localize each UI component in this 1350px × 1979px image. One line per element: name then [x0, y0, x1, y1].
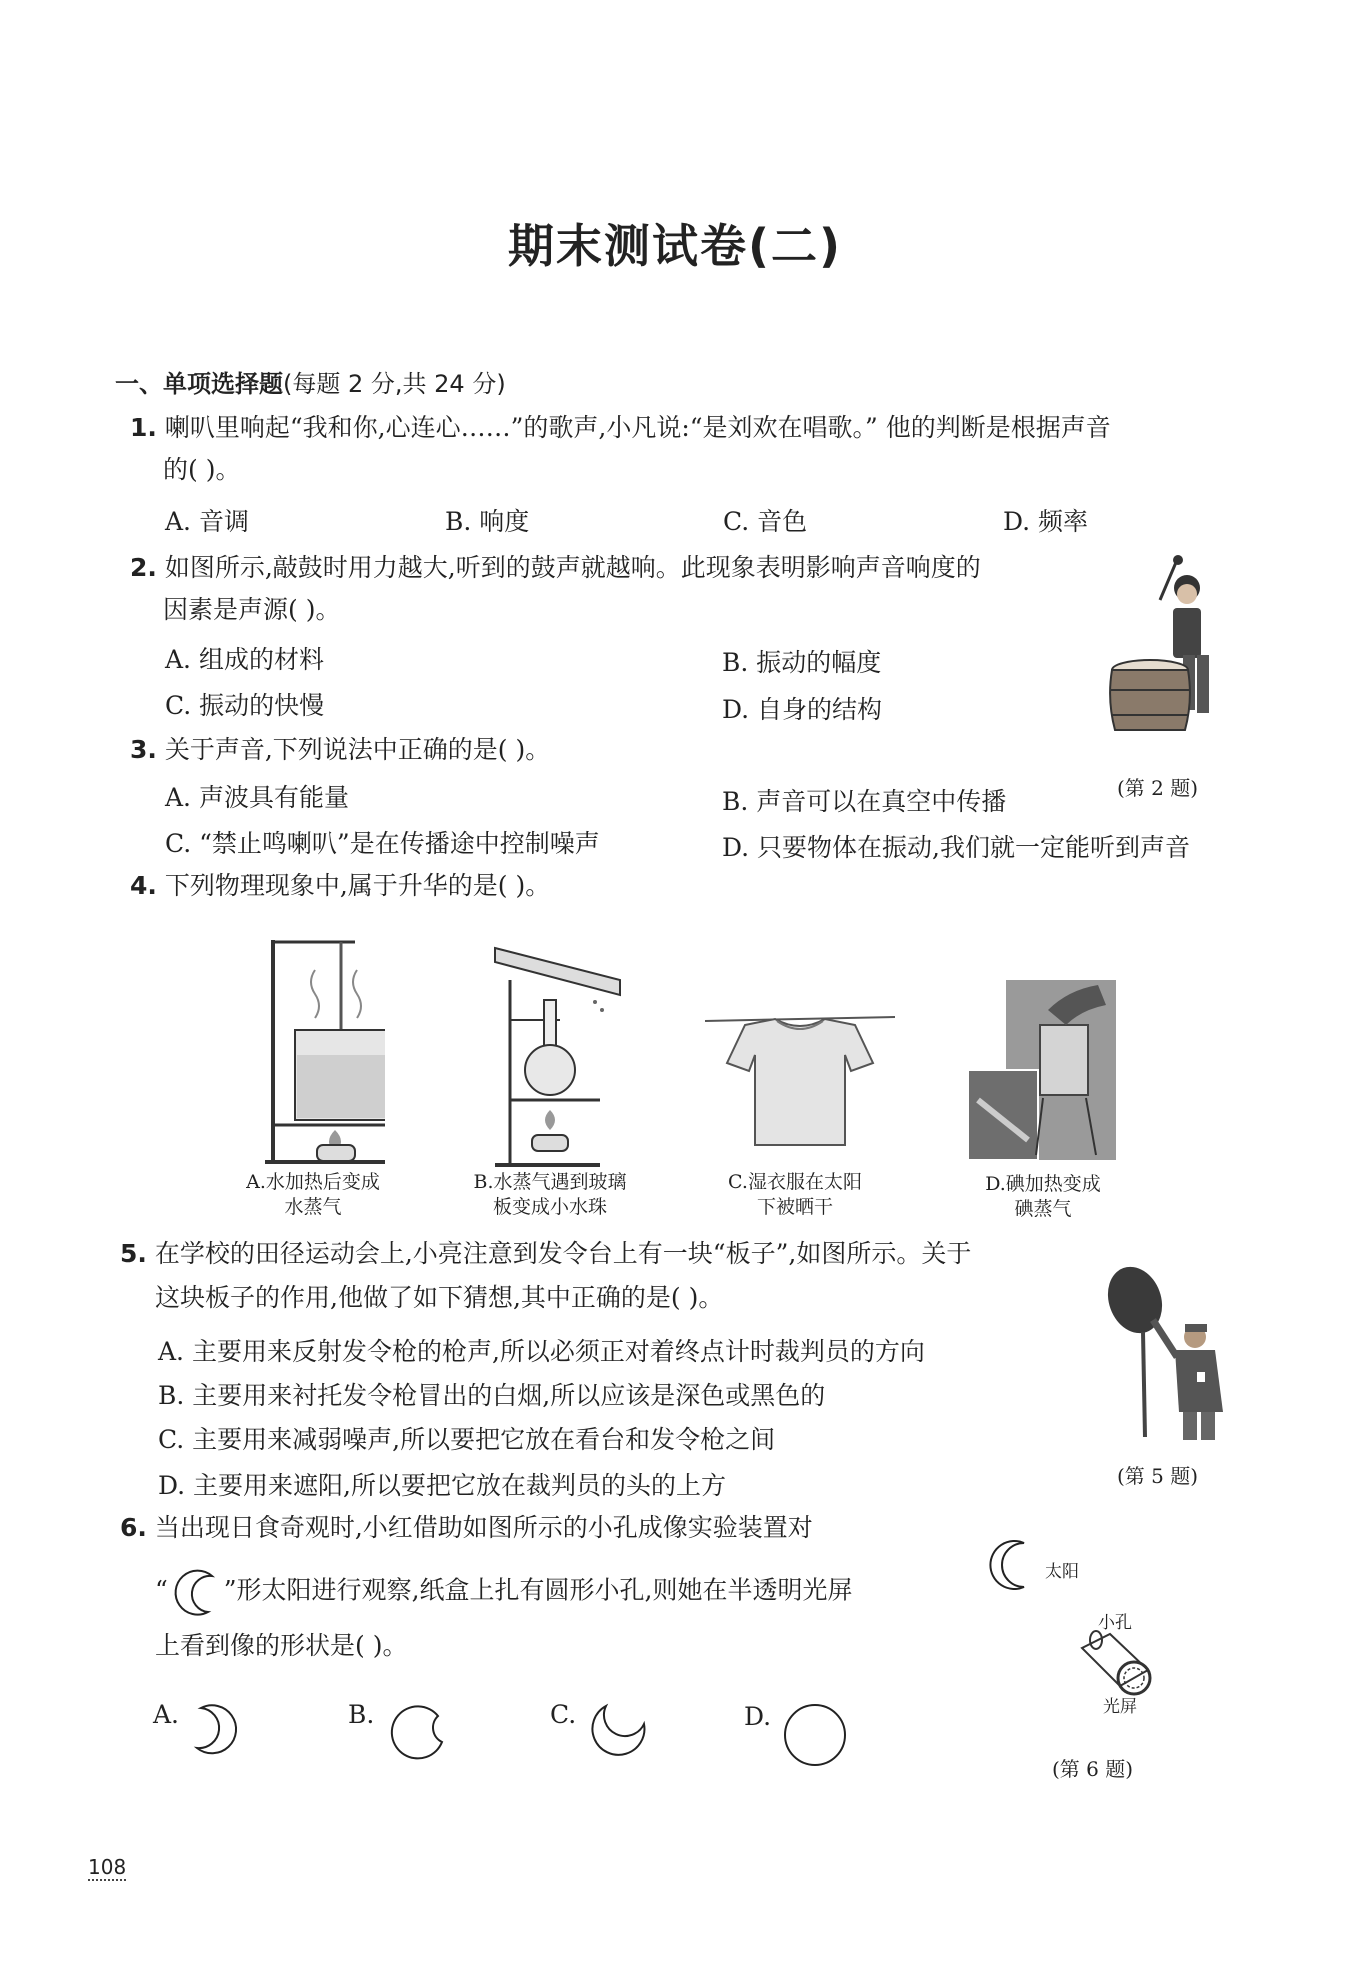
q2-option-d[interactable]: D. 自身的结构 — [722, 695, 883, 724]
q2-option-b[interactable]: B. 振动的幅度 — [722, 648, 882, 677]
figure-caption-q6: (第 6 题) — [1052, 1757, 1134, 1781]
caption-line: B.水蒸气遇到玻璃 — [473, 1171, 627, 1193]
q1-option-b[interactable]: B. 响度 — [445, 507, 530, 536]
caption-line: 碘蒸气 — [1014, 1198, 1072, 1220]
caption-4a — [228, 1170, 398, 1220]
question-number: 4. — [130, 871, 157, 900]
question-text: 如图所示,敲鼓时用力越大,听到的鼓声就越响。此现象表明影响声音响度的 — [164, 553, 981, 582]
q1-option-d[interactable]: D. 频率 — [1003, 507, 1089, 536]
section-title: 一、单项选择题 — [115, 370, 283, 398]
q2-option-a[interactable]: A. 组成的材料 — [165, 645, 324, 674]
question-5 — [120, 1234, 971, 1274]
q1-option-a[interactable]: A. 音调 — [165, 507, 249, 536]
q2-option-c[interactable]: C. 振动的快慢 — [165, 691, 325, 720]
question-text: 在学校的田径运动会上,小亮注意到发令台上有一块“板子”,如图所示。关于 — [154, 1239, 972, 1268]
figure-4b-condensation — [490, 940, 640, 1170]
q6-option-c[interactable] — [550, 1700, 652, 1766]
option-label: A. — [153, 1700, 180, 1729]
question-1 — [130, 408, 1111, 448]
crescent-sun-inline-icon — [168, 1566, 224, 1618]
question-number: 5. — [120, 1239, 147, 1268]
section-heading — [115, 364, 506, 399]
figure-4d-iodine-photo — [968, 980, 1116, 1160]
question-text: 喇叭里响起“我和你,心连心……”的歌声,小凡说:“是刘欢在唱歌。” 他的判断是根据声音 — [164, 413, 1111, 442]
q3-option-c[interactable]: C. “禁止鸣喇叭”是在传播途中控制噪声 — [165, 829, 600, 858]
question-number: 3. — [130, 735, 157, 764]
caption-line: 水蒸气 — [284, 1196, 342, 1218]
q5-option-a[interactable]: A. 主要用来反射发令枪的枪声,所以必须正对着终点计时裁判员的方向 — [158, 1337, 925, 1366]
crescent-b-icon — [384, 1700, 450, 1766]
question-text: 关于声音,下列说法中正确的是( )。 — [164, 735, 551, 764]
question-6-line3: 上看到像的形状是( )。 — [155, 1631, 408, 1660]
page-number: 108 — [88, 1855, 127, 1879]
crescent-a-icon — [189, 1700, 249, 1762]
question-number: 1. — [130, 413, 157, 442]
q5-option-b[interactable]: B. 主要用来衬托发令枪冒出的白烟,所以应该是深色或黑色的 — [158, 1381, 826, 1410]
question-2-line2: 因素是声源( )。 — [163, 595, 341, 624]
figure-4c-drying-shirt — [705, 1005, 895, 1155]
caption-line: A.水加热后变成 — [246, 1171, 380, 1193]
caption-line: C.湿衣服在太阳 — [728, 1171, 862, 1193]
caption-line: D.碘加热变成 — [985, 1173, 1101, 1195]
option-label: D. — [744, 1702, 772, 1731]
crescent-c-icon — [586, 1700, 652, 1766]
pinhole-camera-icon — [1070, 1628, 1160, 1698]
question-1-line2: 的( )。 — [163, 455, 241, 484]
q3-option-a[interactable]: A. 声波具有能量 — [165, 783, 349, 812]
question-4 — [130, 866, 550, 906]
caption-4d — [958, 1172, 1128, 1222]
question-number: 6. — [120, 1513, 147, 1542]
drum-figure — [1105, 550, 1235, 750]
open-quote: “ — [155, 1575, 168, 1605]
question-2 — [130, 548, 981, 588]
caption-line: 板变成小水珠 — [492, 1196, 607, 1218]
crescent-sun-figure-icon — [980, 1535, 1040, 1595]
caption-4b — [455, 1170, 645, 1220]
question-6-line2 — [155, 1566, 852, 1618]
q3-option-b[interactable]: B. 声音可以在真空中传播 — [722, 787, 1007, 816]
caption-4c — [705, 1170, 885, 1220]
label-sun: 太阳 — [1045, 1562, 1079, 1582]
question-5-line2: 这块板子的作用,他做了如下猜想,其中正确的是( )。 — [155, 1283, 724, 1312]
full-circle-d-icon — [781, 1702, 851, 1768]
caption-line: 下被晒干 — [756, 1196, 833, 1218]
question-3 — [130, 730, 550, 770]
q5-option-d[interactable]: D. 主要用来遮阳,所以要把它放在裁判员的头的上方 — [158, 1471, 726, 1500]
question-number: 2. — [130, 553, 157, 582]
q6-option-d[interactable] — [744, 1702, 851, 1768]
option-label: B. — [348, 1700, 375, 1729]
figure-caption-q5: (第 5 题) — [1117, 1464, 1199, 1488]
starter-board-figure — [1105, 1262, 1235, 1442]
label-screen: 光屏 — [1103, 1697, 1137, 1717]
option-label: C. — [550, 1700, 577, 1729]
q1-option-c[interactable]: C. 音色 — [723, 507, 808, 536]
question-text: 下列物理现象中,属于升华的是( )。 — [164, 871, 551, 900]
q5-option-c[interactable]: C. 主要用来减弱噪声,所以要把它放在看台和发令枪之间 — [158, 1425, 776, 1454]
label-pinhole: 小孔 — [1098, 1613, 1132, 1633]
section-note: (每题 2 分,共 24 分) — [283, 370, 506, 398]
figure-caption-q2: (第 2 题) — [1117, 776, 1199, 800]
q6-option-a[interactable] — [153, 1700, 249, 1762]
question-text: ”形太阳进行观察,纸盒上扎有圆形小孔,则她在半透明光屏 — [223, 1575, 853, 1605]
q6-option-b[interactable] — [348, 1700, 450, 1766]
question-6 — [120, 1508, 813, 1548]
figure-4a-boiling-water — [255, 930, 385, 1170]
page-title: 期末测试卷(二) — [507, 219, 843, 273]
question-text: 当出现日食奇观时,小红借助如图所示的小孔成像实验装置对 — [154, 1513, 813, 1542]
q3-option-d[interactable]: D. 只要物体在振动,我们就一定能听到声音 — [722, 833, 1190, 862]
